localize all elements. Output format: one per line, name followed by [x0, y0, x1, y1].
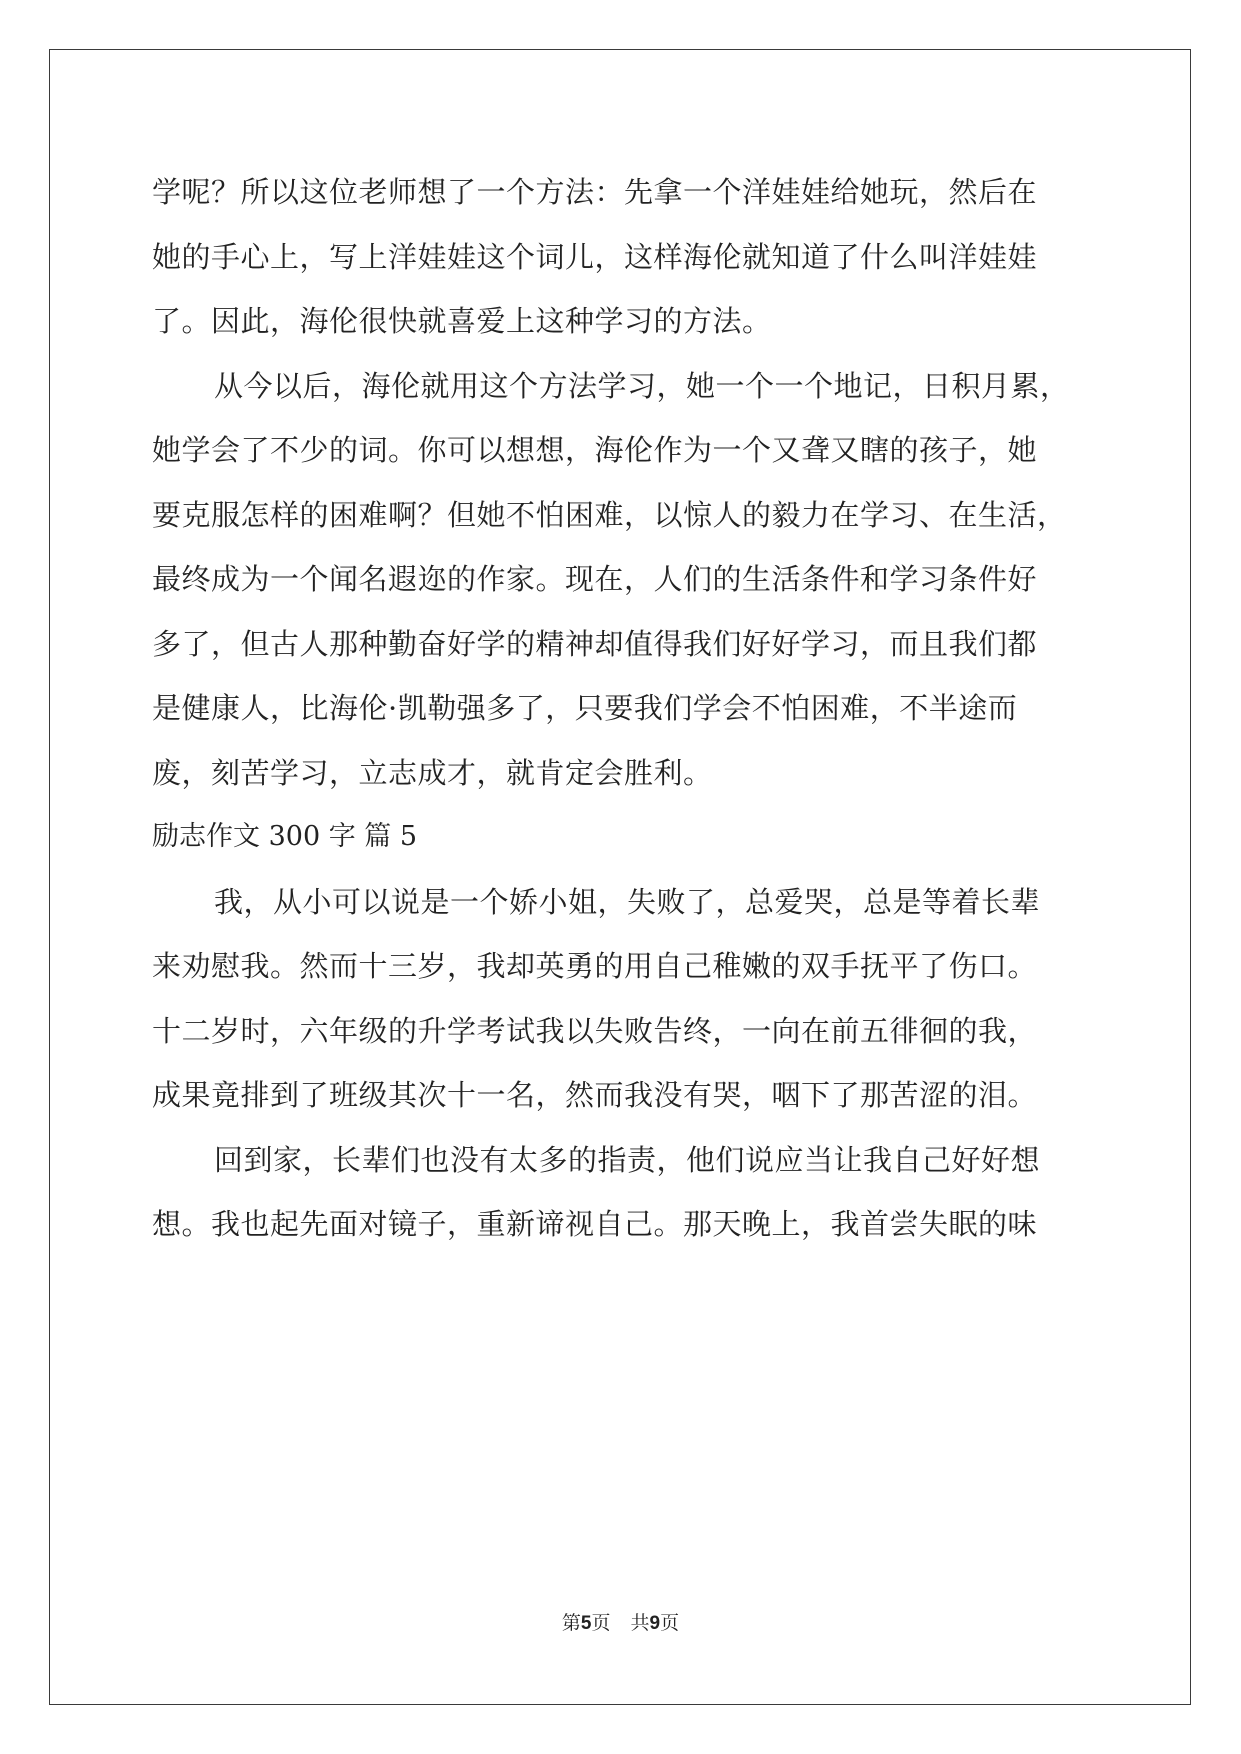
- text-line: 多了，但古人那种勤奋好学的精神却值得我们好好学习，而且我们都: [152, 626, 1038, 661]
- total-prefix: 共: [630, 1612, 650, 1634]
- paragraph-start-line: 从今以后，海伦就用这个方法学习，她一个一个地记，日积月累，: [214, 368, 1070, 403]
- text-line: 成果竟排到了班级其次十一名，然而我没有哭，咽下了那苦涩的泪。: [152, 1078, 1038, 1112]
- page-prefix: 第: [561, 1612, 581, 1634]
- text-line: 最终成为一个闻名遐迩的作家。现在，人们的生活条件和学习条件好: [152, 562, 1038, 596]
- text-line: 来劝慰我。然而十三岁，我却英勇的用自己稚嫩的双手抚平了伤口。: [152, 949, 1038, 983]
- current-page-number: 5: [580, 1613, 592, 1634]
- document-body: [152, 160, 1092, 1257]
- text-line: 废，刻苦学习，立志成才，就肯定会胜利。: [152, 755, 713, 790]
- text-line: 想。我也起先面对镜子，重新谛视自己。那天晚上，我首尝失眠的味: [152, 1207, 1038, 1241]
- page-suffix: 页: [591, 1612, 611, 1634]
- total-suffix: 页: [660, 1612, 680, 1634]
- section-heading: 励志作文 300 字 篇 5: [152, 821, 418, 852]
- paragraph-start-line: 我，从小可以说是一个娇小姐，失败了，总爱哭，总是等着长辈: [214, 884, 1041, 919]
- text-line: 要克服怎样的困难啊？但她不怕困难，以惊人的毅力在学习、在生活，: [152, 497, 1067, 532]
- page-footer: [0, 1611, 1241, 1636]
- text-line: 她学会了不少的词。你可以想想，海伦作为一个又聋又瞎的孩子，她: [152, 433, 1038, 467]
- text-line: 学呢？所以这位老师想了一个方法：先拿一个洋娃娃给她玩，然后在: [152, 175, 1038, 209]
- text-line: 是健康人，比海伦·凯勒强多了，只要我们学会不怕困难，不半途而: [152, 691, 1018, 725]
- text-line: 她的手心上，写上洋娃娃这个词儿，这样海伦就知道了什么叫洋娃娃: [152, 239, 1038, 274]
- text-line: 十二岁时，六年级的升学考试我以失败告终，一向在前五徘徊的我，: [152, 1013, 1038, 1048]
- total-pages-number: 9: [649, 1613, 661, 1634]
- text-line: 了。因此，海伦很快就喜爱上这种学习的方法。: [152, 304, 772, 338]
- paragraph-start-line: 回到家，长辈们也没有太多的指责，他们说应当让我自己好好想: [214, 1142, 1041, 1177]
